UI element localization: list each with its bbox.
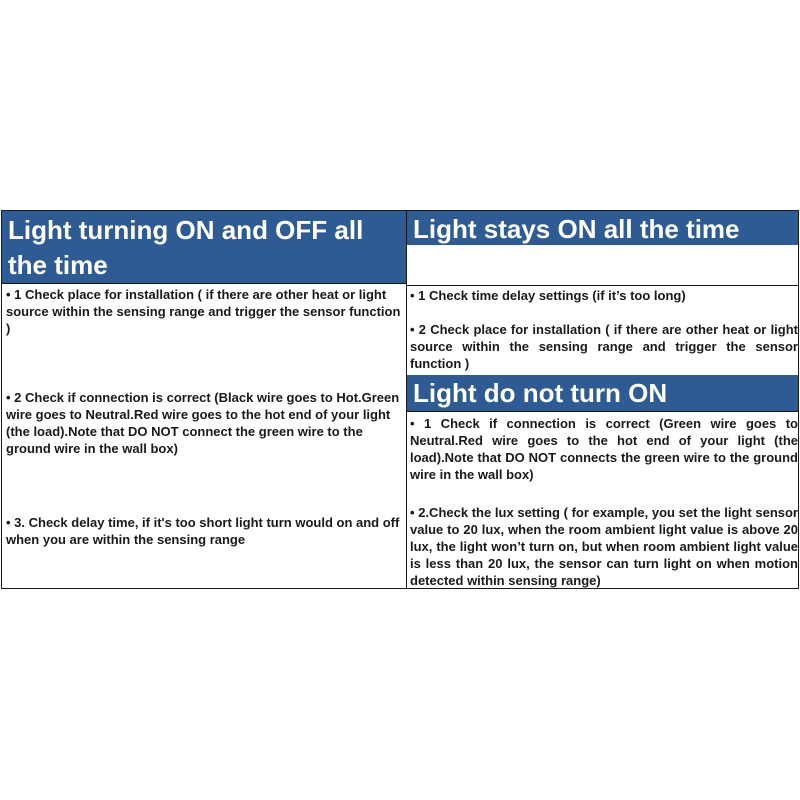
right-bottom-item-2: • 2.Check the lux setting ( for example, you set the light sensor value to 20 lux, when the room ambient light value is above 20 lux, the light won’t turn on, but when room ambient light value is less than 20 lux, the sensor can turn light on when motion detected within sensing range)	[410, 505, 798, 588]
right-top-item-1: • 1 Check time delay settings (if it’s too long)	[410, 288, 686, 303]
header-divider-left	[2, 283, 406, 284]
left-item-3: • 3. Check delay time, if it's too short light turn would on and off when you are within the sensing range	[6, 515, 400, 547]
header-divider-right-2	[407, 411, 798, 412]
right-top-item-2: • 2 Check place for installation ( if there are other heat or light source within the sensing range and trigger the sensor function )	[410, 322, 798, 371]
header-light-not-on: Light do not turn ON	[407, 375, 798, 411]
header-light-stays-on: Light stays ON all the time	[407, 211, 798, 245]
header-light-on-off: Light turning ON and OFF all the time	[2, 211, 406, 283]
left-item-1: • 1 Check place for installation ( if there are other heat or light source within the sensing range and trigger the sensor function )	[6, 287, 401, 336]
left-item-2: • 2 Check if connection is correct (Black wire goes to Hot.Green wire goes to Neutral.Red wire goes to the hot end of your light (the load).Note that DO NOT connect the green wire to the ground wire in the wall box)	[6, 390, 400, 456]
right-bottom-item-1: • 1 Check if connection is correct (Green wire goes to Neutral.Red wire goes to the hot end of your light (the load).Note that DO NOT connects the green wire to the ground wire in the wall box)	[410, 416, 798, 482]
header-divider-right	[407, 285, 798, 286]
troubleshooting-table	[1, 210, 799, 589]
